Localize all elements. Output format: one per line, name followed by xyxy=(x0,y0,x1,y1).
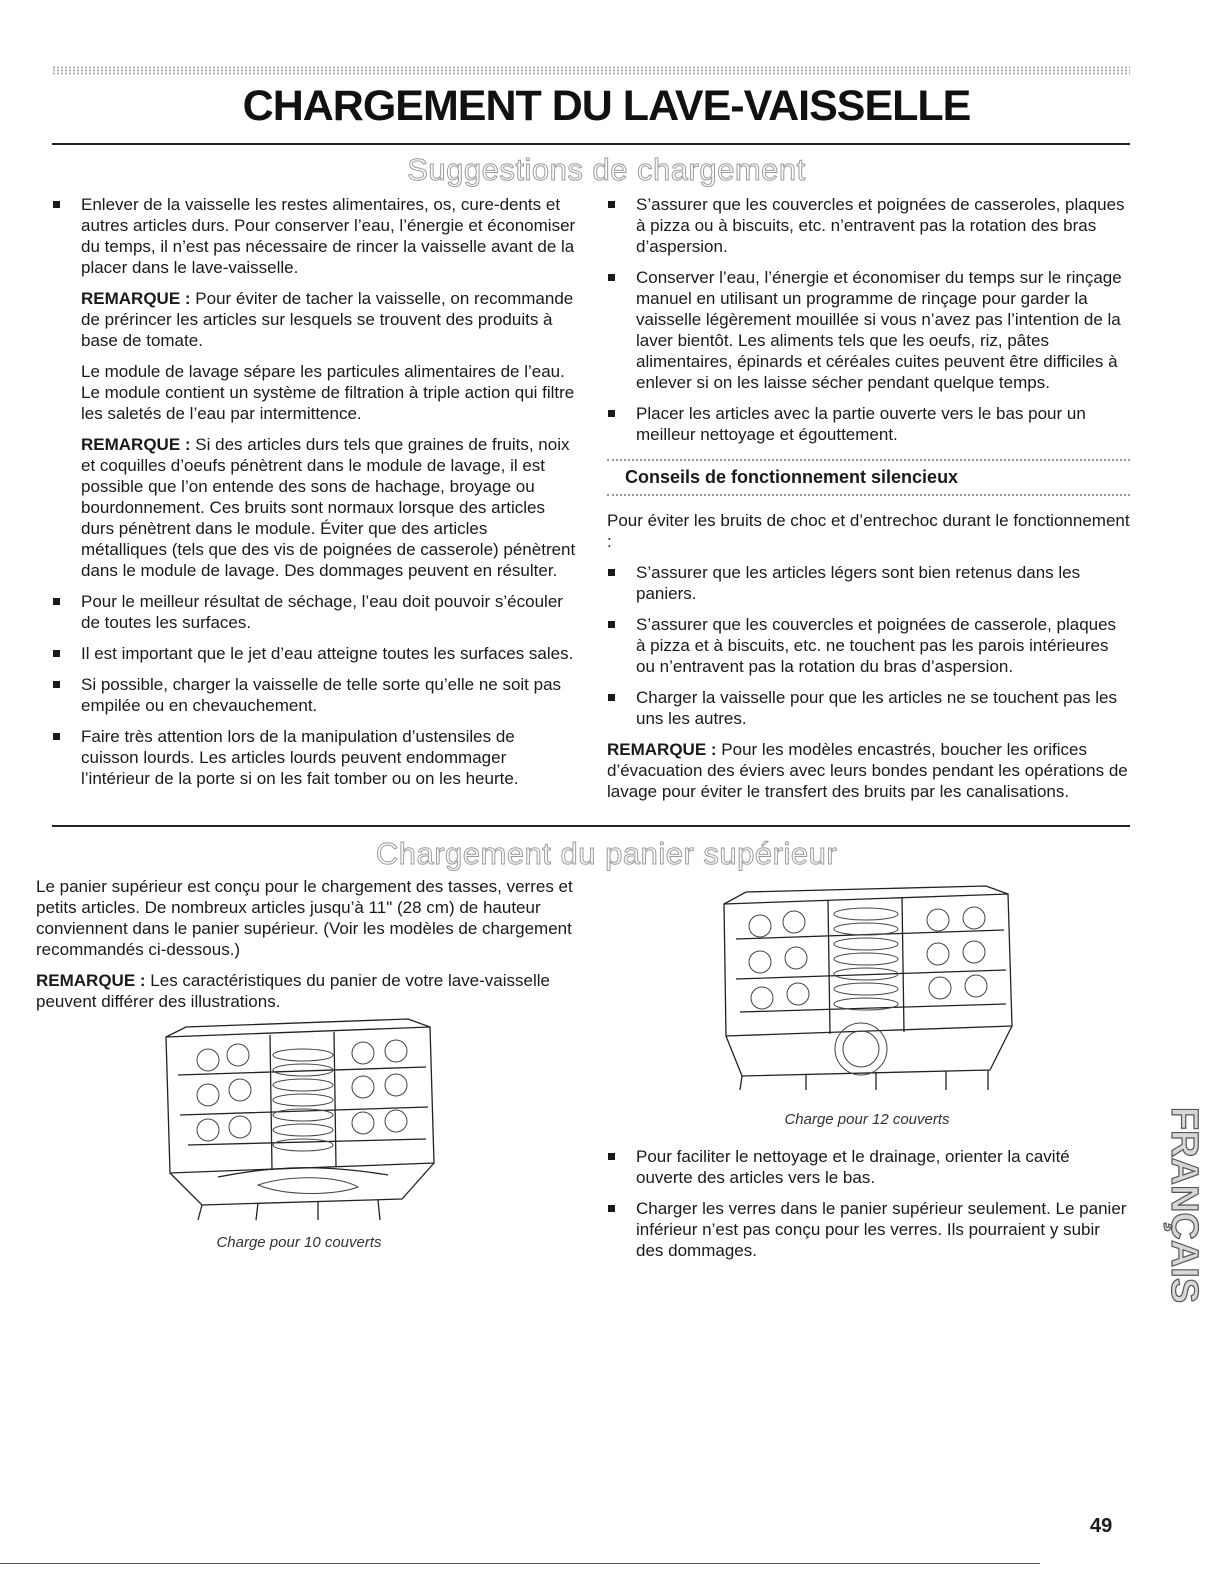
bullet-item: S’assurer que les articles légers sont bien retenus dans les paniers. xyxy=(607,562,1130,604)
remark-text: Pour éviter de tacher la vaisselle, on recommande de prérincer les articles sur lesquels se trouvent des produits à base de tomate. xyxy=(81,289,574,350)
page-title: CHARGEMENT DU LAVE-VAISSELLE xyxy=(242,82,971,130)
remark-note xyxy=(36,970,576,1012)
bullet-item: Faire très attention lors de la manipulation d’ustensiles de cuisson lourds. Les articles lourds peuvent endommager l’intérieur de la porte si on les fait tomber ou on les heurte. xyxy=(52,726,577,789)
remark-label: REMARQUE : xyxy=(81,435,191,454)
paragraph: Le module de lavage sépare les particules alimentaires de l’eau. Le module contient un système de filtration à triple action qui filtre les saletés de l’eau par intermittence. xyxy=(81,362,575,423)
remark-note xyxy=(607,739,1130,802)
page-number: 49 xyxy=(1090,1515,1113,1537)
bullet-item: Charger la vaisselle pour que les articles ne se touchent pas les uns les autres. xyxy=(607,687,1130,729)
bullet-item: Si possible, charger la vaisselle de telle sorte qu’elle ne soit pas empilée ou en chevauchement. xyxy=(52,674,577,716)
top-dotted-bar xyxy=(52,66,1130,75)
bullet-item: S’assurer que les couvercles et poignées de casseroles, plaques à pizza ou à biscuits, etc. n’entravent pas la rotation des bras d’aspersion. xyxy=(607,194,1130,257)
bottom-rule xyxy=(0,1563,1040,1564)
language-side-tab xyxy=(1152,1060,1212,1350)
section-heading-upper-rack: Chargement du panier supérieur xyxy=(375,836,838,871)
bullet-item: Il est important que le jet d’eau atteigne toutes les surfaces sales. xyxy=(52,643,577,664)
remark-label: REMARQUE : xyxy=(607,740,717,759)
right-column xyxy=(607,194,1130,812)
remark-note xyxy=(52,434,577,581)
paragraph: Le panier supérieur est conçu pour le chargement des tasses, verres et petits articles. De nombreux articles jusqu’à 11" (28 cm) de hauteur conviennent dans le panier supérieur. (Voir les modèles de chargement recommandés ci-dessous.) xyxy=(36,877,573,959)
bullet-item: Charger les verres dans le panier supérieur seulement. Le panier inférieur n’est pas conçu pour les verres. Ils pourraient y subir des dommages. xyxy=(607,1198,1130,1261)
bullet-item: Pour faciliter le nettoyage et le drainage, orienter la cavité ouverte des articles vers le bas. xyxy=(607,1146,1130,1188)
section-heading-suggestions: Suggestions de chargement xyxy=(407,152,806,187)
subheading-silent-operation: Conseils de fonctionnement silencieux xyxy=(607,459,1130,496)
left-column xyxy=(52,194,577,799)
upper-rack-text xyxy=(36,876,576,1022)
rack-10-place-illustration xyxy=(158,1015,440,1225)
paragraph: Pour éviter les bruits de choc et d’entrechoc durant le fonctionnement : xyxy=(607,511,1130,551)
bullet-item: Pour le meilleur résultat de séchage, l’eau doit pouvoir s’écouler de toutes les surfaces. xyxy=(52,591,577,633)
section-rule xyxy=(52,825,1130,827)
remark-text: Les caractéristiques du panier de votre lave-vaisselle peuvent différer des illustrations. xyxy=(36,971,550,1011)
remark-label: REMARQUE : xyxy=(36,971,146,990)
title-rule xyxy=(52,143,1130,145)
remark-label: REMARQUE : xyxy=(81,289,191,308)
rack-12-place-illustration xyxy=(716,884,1018,1094)
caption-12-place: Charge pour 12 couverts xyxy=(784,1111,950,1128)
bullet-item: Conserver l’eau, l’énergie et économiser du temps sur le rinçage manuel en utilisant un programme de rinçage pour garder la vaisselle légèrement mouillée si vous n’avez pas l’intention de la laver bientôt. Les aliments tels que les oeufs, riz, pâtes alimentaires, épinards et céréales cuites peuvent être difficiles à enlever si on les laisse sécher pendant quelque temps. xyxy=(607,267,1130,393)
bullet-item: S’assurer que les couvercles et poignées de casserole, plaques à pizza et à biscuits, etc. ne touchent pas les parois intérieures ou n’entravent pas la rotation du bras d’aspersion. xyxy=(607,614,1130,677)
caption-10-place: Charge pour 10 couverts xyxy=(216,1234,382,1251)
upper-rack-bullets xyxy=(607,1146,1130,1271)
language-tab-label: FRANÇAIS xyxy=(1162,1106,1205,1304)
remark-text: Pour les modèles encastrés, boucher les orifices d’évacuation des éviers avec leurs bondes pendant les opérations de lavage pour éviter le transfert des bruits par les canalisations. xyxy=(607,740,1128,801)
remark-note xyxy=(52,288,577,351)
bullet-item: Enlever de la vaisselle les restes alimentaires, os, cure-dents et autres articles durs. Pour conserver l’eau, l’énergie et économiser du temps, il n’est pas nécessaire de rincer la vaisselle avant de la placer dans le lave-vaisselle. xyxy=(52,194,577,278)
bullet-item: Placer les articles avec la partie ouverte vers le bas pour un meilleur nettoyage et égouttement. xyxy=(607,403,1130,445)
remark-text: Si des articles durs tels que graines de fruits, noix et coquilles d’oeufs pénètrent dans le module de lavage, il est possible que l’on entende des sons de hachage, broyage ou bourdonnement. Ces bruits sont normaux lorsque des articles durs pénètrent dans le module. Éviter que des articles métalliques (tels que des vis de poignées de casserole) pénètrent dans le module de lavage. Des dommages peuvent en résulter. xyxy=(81,435,576,580)
